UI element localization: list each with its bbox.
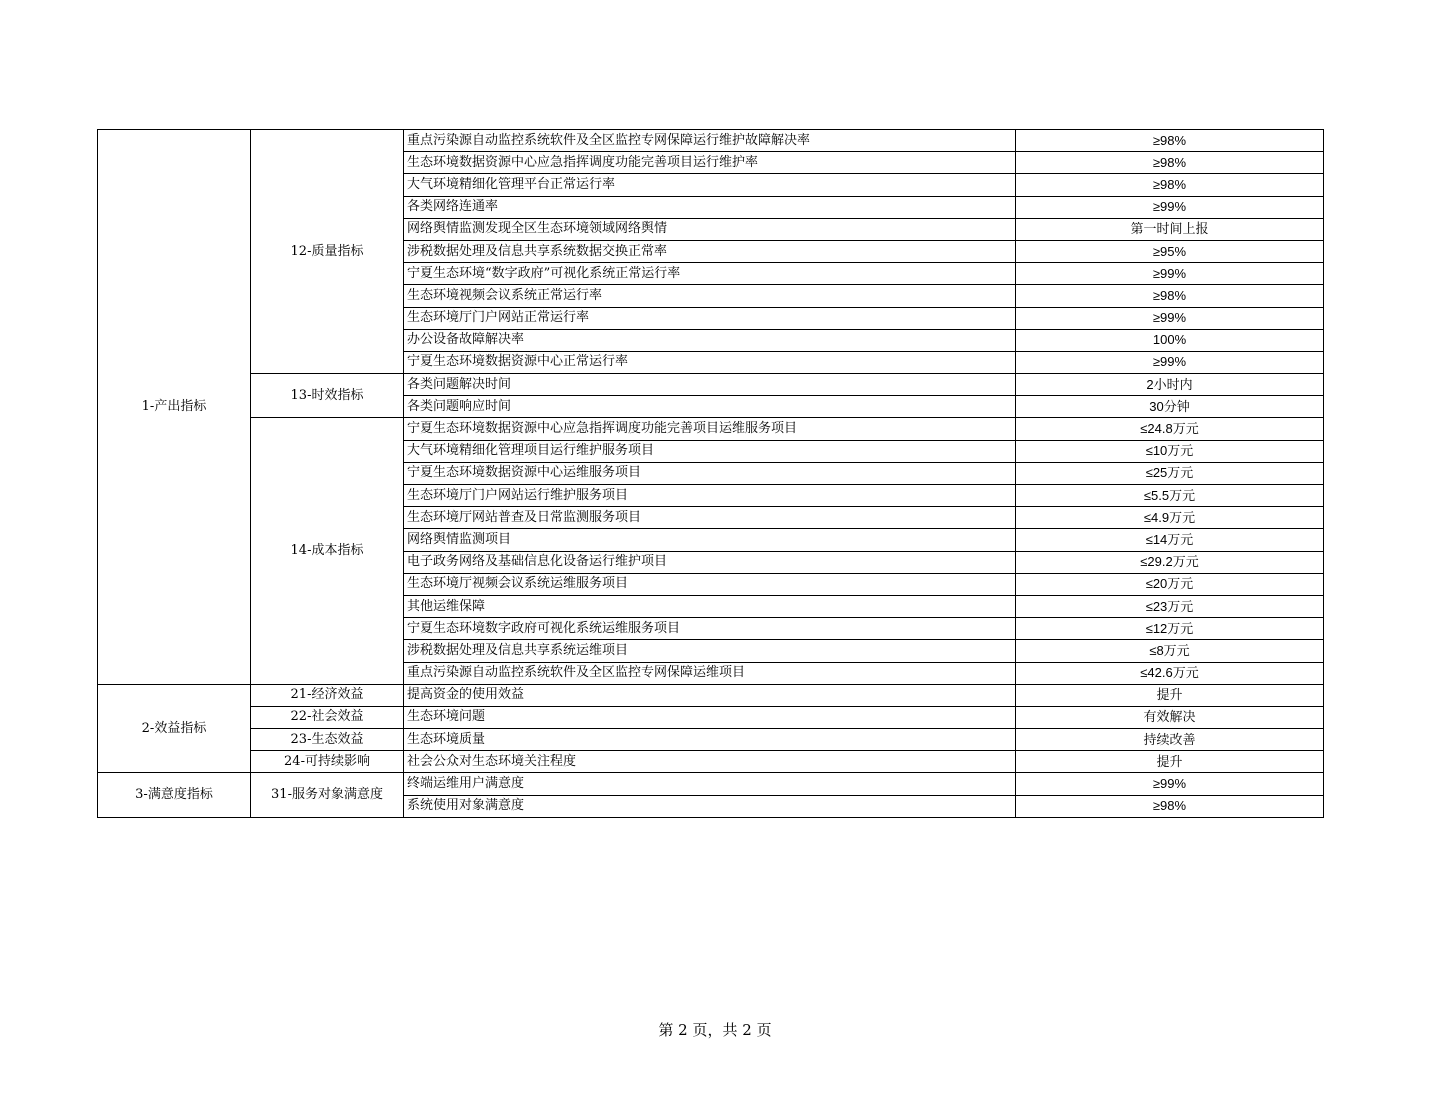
indicator-name-cell: 社会公众对生态环境关注程度	[404, 751, 1016, 773]
level2-indicator-cell: 12-质量指标	[251, 130, 404, 374]
indicator-name-cell: 生态环境厅门户网站正常运行率	[404, 307, 1016, 329]
indicator-name-cell: 网络舆情监测项目	[404, 529, 1016, 551]
indicator-name-cell: 系统使用对象满意度	[404, 795, 1016, 817]
level2-indicator-cell: 14-成本指标	[251, 418, 404, 684]
indicator-value-cell: ≤5.5万元	[1016, 485, 1324, 507]
indicator-name-cell: 宁夏生态环境“数字政府”可视化系统正常运行率	[404, 263, 1016, 285]
indicator-value-cell: ≤10万元	[1016, 440, 1324, 462]
indicator-name-cell: 宁夏生态环境数据资源中心应急指挥调度功能完善项目运维服务项目	[404, 418, 1016, 440]
level2-indicator-cell: 21-经济效益	[251, 684, 404, 706]
indicator-value-cell: 提升	[1016, 751, 1324, 773]
indicator-value-cell: ≤23万元	[1016, 595, 1324, 617]
level1-indicator-cell: 2-效益指标	[98, 684, 251, 773]
indicator-name-cell: 生态环境质量	[404, 729, 1016, 751]
indicator-value-cell: 有效解决	[1016, 706, 1324, 728]
level2-indicator-cell: 31-服务对象满意度	[251, 773, 404, 817]
indicator-name-cell: 各类网络连通率	[404, 196, 1016, 218]
indicator-name-cell: 宁夏生态环境数据资源中心运维服务项目	[404, 462, 1016, 484]
indicator-value-cell: ≤25万元	[1016, 462, 1324, 484]
indicator-value-cell: ≥99%	[1016, 196, 1324, 218]
level2-indicator-cell: 24-可持续影响	[251, 751, 404, 773]
indicator-value-cell: ≥98%	[1016, 130, 1324, 152]
indicator-name-cell: 重点污染源自动监控系统软件及全区监控专网保障运维项目	[404, 662, 1016, 684]
indicator-value-cell: ≤4.9万元	[1016, 507, 1324, 529]
level1-indicator-cell: 3-满意度指标	[98, 773, 251, 817]
indicator-value-cell: 持续改善	[1016, 729, 1324, 751]
page-footer: 第 2 页，共 2 页	[658, 1021, 772, 1039]
indicator-value-cell: ≥99%	[1016, 307, 1324, 329]
indicator-value-cell: 2小时内	[1016, 374, 1324, 396]
indicator-name-cell: 宁夏生态环境数字政府可视化系统运维服务项目	[404, 618, 1016, 640]
indicator-name-cell: 提高资金的使用效益	[404, 684, 1016, 706]
indicator-value-cell: 100%	[1016, 329, 1324, 351]
indicator-name-cell: 电子政务网络及基础信息化设备运行维护项目	[404, 551, 1016, 573]
indicator-name-cell: 生态环境厅网站普查及日常监测服务项目	[404, 507, 1016, 529]
indicator-value-cell: ≥99%	[1016, 773, 1324, 795]
indicator-value-cell: ≤12万元	[1016, 618, 1324, 640]
table-row	[98, 773, 1324, 795]
indicator-name-cell: 各类问题响应时间	[404, 396, 1016, 418]
table-row	[98, 751, 1324, 773]
indicator-value-cell: ≥98%	[1016, 152, 1324, 174]
indicator-value-cell: 30分钟	[1016, 396, 1324, 418]
indicator-name-cell: 大气环境精细化管理项目运行维护服务项目	[404, 440, 1016, 462]
indicator-name-cell: 生态环境厅门户网站运行维护服务项目	[404, 485, 1016, 507]
indicator-value-cell: ≤29.2万元	[1016, 551, 1324, 573]
indicator-value-cell: ≤14万元	[1016, 529, 1324, 551]
indicator-name-cell: 大气环境精细化管理平台正常运行率	[404, 174, 1016, 196]
indicator-value-cell: 提升	[1016, 684, 1324, 706]
table-row	[98, 418, 1324, 440]
table-row	[98, 729, 1324, 751]
indicator-name-cell: 生态环境厅视频会议系统运维服务项目	[404, 573, 1016, 595]
indicator-value-cell: ≥99%	[1016, 351, 1324, 373]
indicator-name-cell: 办公设备故障解决率	[404, 329, 1016, 351]
indicator-name-cell: 生态环境数据资源中心应急指挥调度功能完善项目运行维护率	[404, 152, 1016, 174]
indicator-value-cell: ≤24.8万元	[1016, 418, 1324, 440]
level2-indicator-cell: 22-社会效益	[251, 706, 404, 728]
indicator-name-cell: 各类问题解决时间	[404, 374, 1016, 396]
indicator-name-cell: 涉税数据处理及信息共享系统数据交换正常率	[404, 240, 1016, 262]
level1-indicator-cell: 1-产出指标	[98, 130, 251, 685]
indicator-value-cell: ≤42.6万元	[1016, 662, 1324, 684]
indicator-name-cell: 重点污染源自动监控系统软件及全区监控专网保障运行维护故障解决率	[404, 130, 1016, 152]
table-row	[98, 706, 1324, 728]
indicator-value-cell: ≥98%	[1016, 174, 1324, 196]
indicator-value-cell: ≤8万元	[1016, 640, 1324, 662]
indicator-name-cell: 宁夏生态环境数据资源中心正常运行率	[404, 351, 1016, 373]
indicator-value-cell: ≥99%	[1016, 263, 1324, 285]
indicator-table	[97, 129, 1324, 818]
level2-indicator-cell: 23-生态效益	[251, 729, 404, 751]
indicator-name-cell: 网络舆情监测发现全区生态环境领域网络舆情	[404, 218, 1016, 240]
indicator-value-cell: ≥98%	[1016, 795, 1324, 817]
indicator-value-cell: ≤20万元	[1016, 573, 1324, 595]
indicator-value-cell: 第一时间上报	[1016, 218, 1324, 240]
indicator-name-cell: 其他运维保障	[404, 595, 1016, 617]
indicator-name-cell: 终端运维用户满意度	[404, 773, 1016, 795]
indicator-value-cell: ≥95%	[1016, 240, 1324, 262]
table-row	[98, 684, 1324, 706]
indicator-name-cell: 生态环境视频会议系统正常运行率	[404, 285, 1016, 307]
table-row	[98, 130, 1324, 152]
indicator-value-cell: ≥98%	[1016, 285, 1324, 307]
level2-indicator-cell: 13-时效指标	[251, 374, 404, 418]
indicator-name-cell: 生态环境问题	[404, 706, 1016, 728]
table-row	[98, 374, 1324, 396]
indicator-name-cell: 涉税数据处理及信息共享系统运维项目	[404, 640, 1016, 662]
